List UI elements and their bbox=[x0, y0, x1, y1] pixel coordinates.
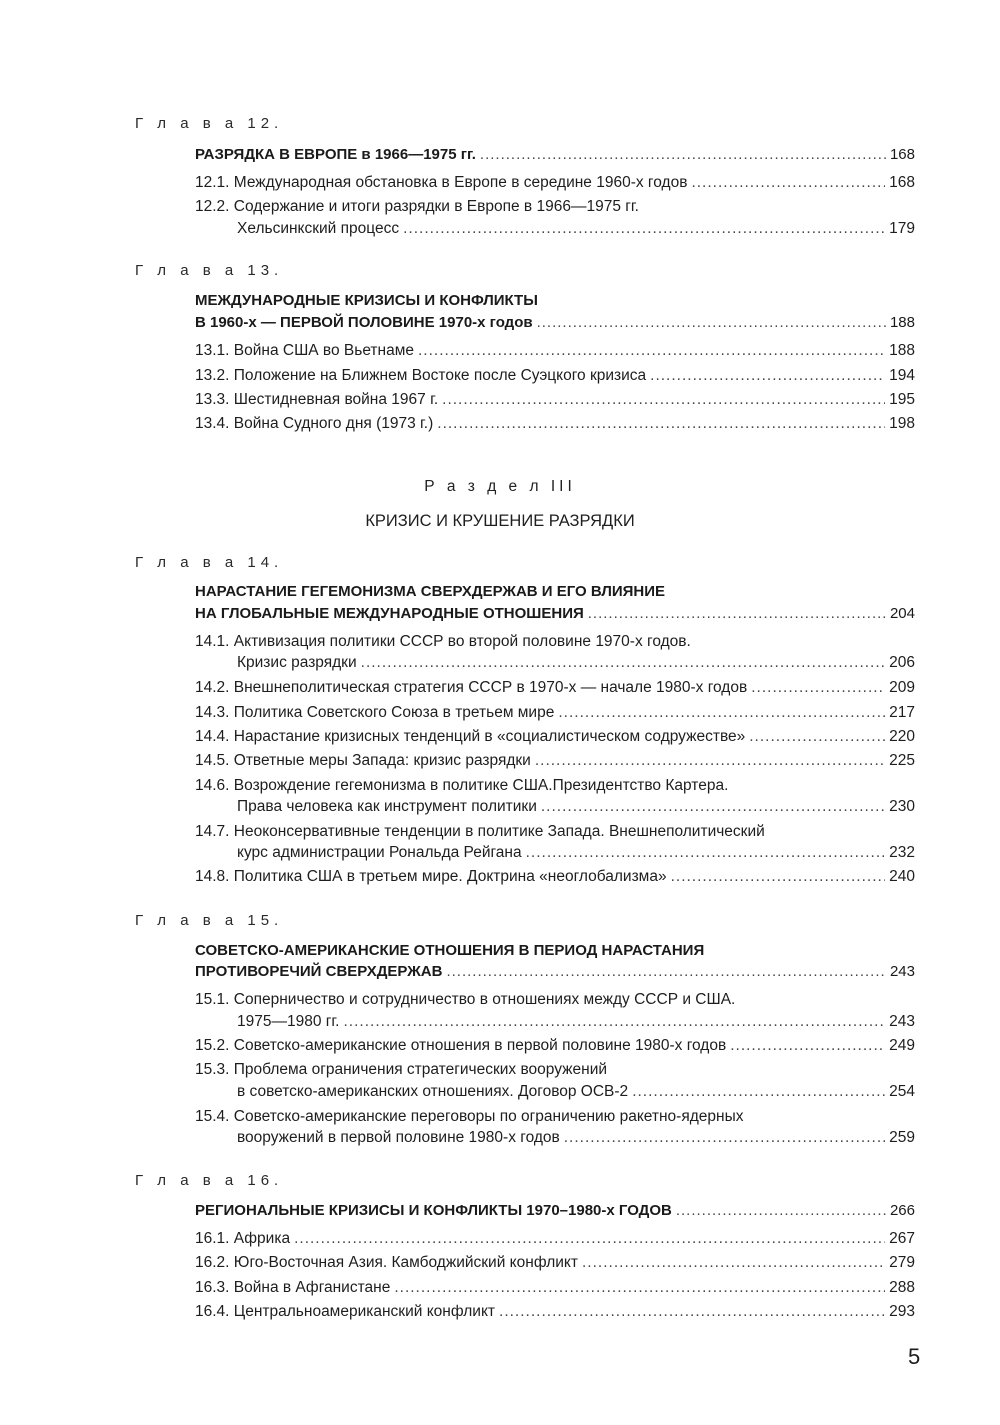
toc-entry-15-4: вооружений в первой половине 1980-х годов ..... 259 bbox=[237, 1128, 915, 1148]
toc-entry-16-3: 16.3. Война в Афганистане ..... 288 bbox=[195, 1278, 915, 1298]
section-label: Р а з д е л III bbox=[424, 478, 576, 495]
toc-entry-14-3: 14.3. Политика Советского Союза в третьем мире ..... 217 bbox=[195, 703, 915, 723]
section-title: КРИЗИС И КРУШЕНИЕ РАЗРЯДКИ bbox=[365, 512, 635, 530]
toc-entry-15-3-line1: 15.3. Проблема ограничения стратегических вооружений bbox=[195, 1061, 608, 1078]
chapter-13-title-line1: МЕЖДУНАРОДНЫЕ КРИЗИСЫ И КОНФЛИКТЫ bbox=[195, 292, 538, 309]
toc-entry-14-4: 14.4. Нарастание кризисных тенденций в «социалистическом содружестве» ..... 220 bbox=[195, 727, 915, 747]
chapter-15-title: ПРОТИВОРЕЧИЙ СВЕРХДЕРЖАВ ..... 243 bbox=[195, 962, 915, 982]
toc-entry-14-6: Права человека как инструмент политики ..... 230 bbox=[237, 797, 915, 817]
toc-entry-14-7-line1: 14.7. Неоконсервативные тенденции в политике Запада. Внешнеполитический bbox=[195, 823, 765, 840]
toc-entry-13-2: 13.2. Положение на Ближнем Востоке после Суэцкого кризиса ..... 194 bbox=[195, 366, 915, 386]
chapter-16-title: РЕГИОНАЛЬНЫЕ КРИЗИСЫ И КОНФЛИКТЫ 1970–1980-х ГОДОВ ..... 266 bbox=[195, 1201, 915, 1221]
toc-entry-15-3: в советско-американских отношениях. Договор ОСВ-2 ..... 254 bbox=[237, 1082, 915, 1102]
toc-entry-15-1-line1: 15.1. Соперничество и сотрудничество в отношениях между СССР и США. bbox=[195, 991, 736, 1008]
toc-entry-16-2: 16.2. Юго-Восточная Азия. Камбоджийский конфликт ..... 279 bbox=[195, 1253, 915, 1273]
chapter-13-title: В 1960-х — ПЕРВОЙ ПОЛОВИНЕ 1970-х годов ..... 188 bbox=[195, 313, 915, 333]
chapter-12-title: РАЗРЯДКА В ЕВРОПЕ в 1966—1975 гг. ..... 168 bbox=[195, 145, 915, 165]
toc-entry-14-1: Кризис разрядки ..... 206 bbox=[237, 653, 915, 673]
toc-entry-13-4: 13.4. Война Судного дня (1973 г.) ..... 198 bbox=[195, 414, 915, 434]
chapter-15-title-line1: СОВЕТСКО-АМЕРИКАНСКИЕ ОТНОШЕНИЯ В ПЕРИОД НАРАСТАНИЯ bbox=[195, 942, 705, 959]
chapter-12-label: Г л а в а 12. bbox=[135, 115, 284, 132]
toc-entry-16-1: 16.1. Африка ..... 267 bbox=[195, 1229, 915, 1249]
toc-entry-12-2: Хельсинкский процесс ..... 179 bbox=[237, 219, 915, 239]
chapter-14-title: НА ГЛОБАЛЬНЫЕ МЕЖДУНАРОДНЫЕ ОТНОШЕНИЯ ..... 204 bbox=[195, 604, 915, 624]
chapter-15-label: Г л а в а 15. bbox=[135, 912, 284, 929]
toc-entry-12-2-line1: 12.2. Содержание и итоги разрядки в Европе в 1966—1975 гг. bbox=[195, 198, 639, 215]
toc-entry-14-1-line1: 14.1. Активизация политики СССР во второй половине 1970-х годов. bbox=[195, 633, 691, 650]
chapter-16-label: Г л а в а 16. bbox=[135, 1172, 284, 1189]
toc-entry-13-3: 13.3. Шестидневная война 1967 г. ..... 195 bbox=[195, 390, 915, 410]
toc-entry-14-8: 14.8. Политика США в третьем мире. Доктрина «неоглобализма» ..... 240 bbox=[195, 867, 915, 887]
chapter-14-title-line1: НАРАСТАНИЕ ГЕГЕМОНИЗМА СВЕРХДЕРЖАВ И ЕГО ВЛИЯНИЕ bbox=[195, 583, 666, 600]
chapter-14-label: Г л а в а 14. bbox=[135, 554, 284, 571]
page-number: 5 bbox=[908, 1344, 921, 1369]
toc-entry-15-1: 1975—1980 гг. ..... 243 bbox=[237, 1012, 915, 1032]
toc-entry-15-4-line1: 15.4. Советско-американские переговоры по ограничению ракетно-ядерных bbox=[195, 1108, 744, 1125]
toc-entry-14-6-line1: 14.6. Возрождение гегемонизма в политике США.Президентство Картера. bbox=[195, 777, 729, 794]
toc-entry-14-7: курс администрации Рональда Рейгана ..... 232 bbox=[237, 843, 915, 863]
toc-entry-14-2: 14.2. Внешнеполитическая стратегия СССР в 1970-х — начале 1980-х годов ..... 209 bbox=[195, 678, 915, 698]
toc-entry-15-2: 15.2. Советско-американские отношения в первой половине 1980-х годов ..... 249 bbox=[195, 1036, 915, 1056]
chapter-13-label: Г л а в а 13. bbox=[135, 262, 284, 279]
toc-entry-13-1: 13.1. Война США во Вьетнаме ..... 188 bbox=[195, 341, 915, 361]
toc-entry-14-5: 14.5. Ответные меры Запада: кризис разрядки ..... 225 bbox=[195, 751, 915, 771]
toc-entry-12-1: 12.1. Международная обстановка в Европе в середине 1960-х годов ..... 168 bbox=[195, 173, 915, 193]
toc-entry-16-4: 16.4. Центральноамериканский конфликт ..... 293 bbox=[195, 1302, 915, 1322]
